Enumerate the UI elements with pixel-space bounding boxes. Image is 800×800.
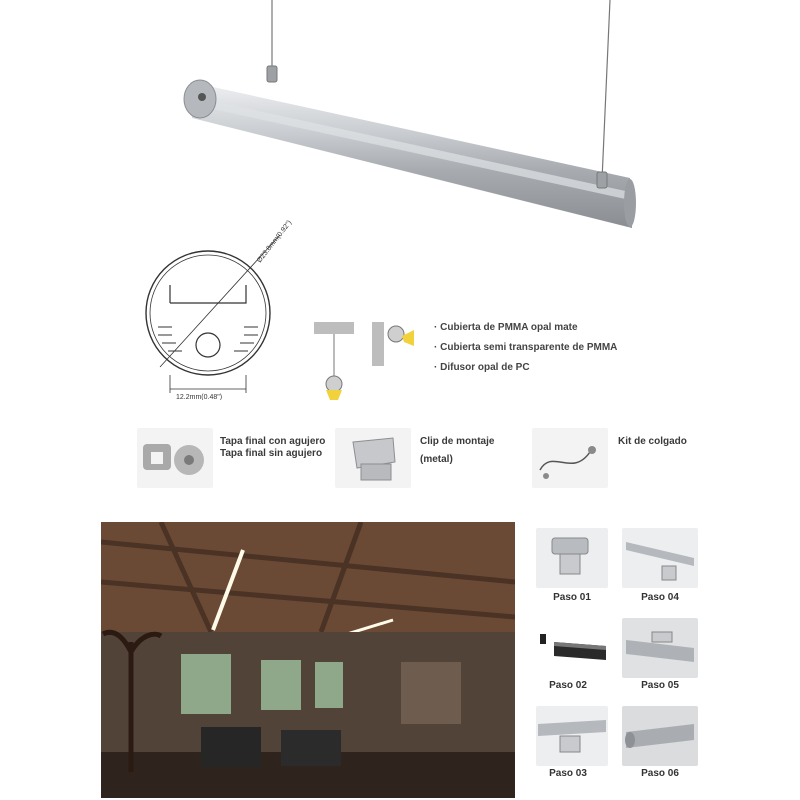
step-06-image [622,706,698,766]
endcap-image [137,428,213,488]
step-label: Paso 06 [641,768,679,779]
installation-photo [101,522,515,798]
step-04-image [622,528,698,588]
mounting-clip-image [335,428,411,488]
step-01-image [536,528,608,588]
step-label: Paso 05 [641,680,679,691]
step-label: Paso 03 [549,768,587,779]
suspended-tube-icon [326,376,342,392]
step-label: Paso 01 [553,592,591,603]
hanging-kit-label: Kit de colgado [618,436,687,447]
feature-item: · Cubierta de PMMA opal mate [434,322,578,333]
wire-clamp-left [267,66,277,82]
mounting-clip-label: Clip de montaje [420,436,495,447]
feature-list [434,318,617,378]
feature-item: · Cubierta semi transparente de PMMA [434,342,618,353]
hero-profile-image [150,0,650,250]
step-label: Paso 04 [641,592,679,603]
cross-section-diagram [140,215,310,400]
slot-width-label: 12.2mm(0.48") [176,394,223,400]
step-02-image [536,620,608,680]
hanging-kit-image [532,428,608,488]
step-03-image [536,706,608,766]
endcap-without-hole-label: Tapa final sin agujero [220,448,323,459]
step-05-image [622,618,698,678]
endcap-with-hole-label: Tapa final con agujero [220,436,326,447]
suspension-wire-right [602,0,610,180]
feature-item: · Difusor opal de PC [434,362,530,373]
mounting-clip-material: (metal) [420,454,453,465]
diameter-label: Ø23.8mm(0.92") [256,219,294,265]
step-label: Paso 02 [549,680,587,691]
wire-clamp-right [597,172,607,188]
mounting-icons [312,318,422,408]
wall-mounted-tube-icon [388,326,404,342]
